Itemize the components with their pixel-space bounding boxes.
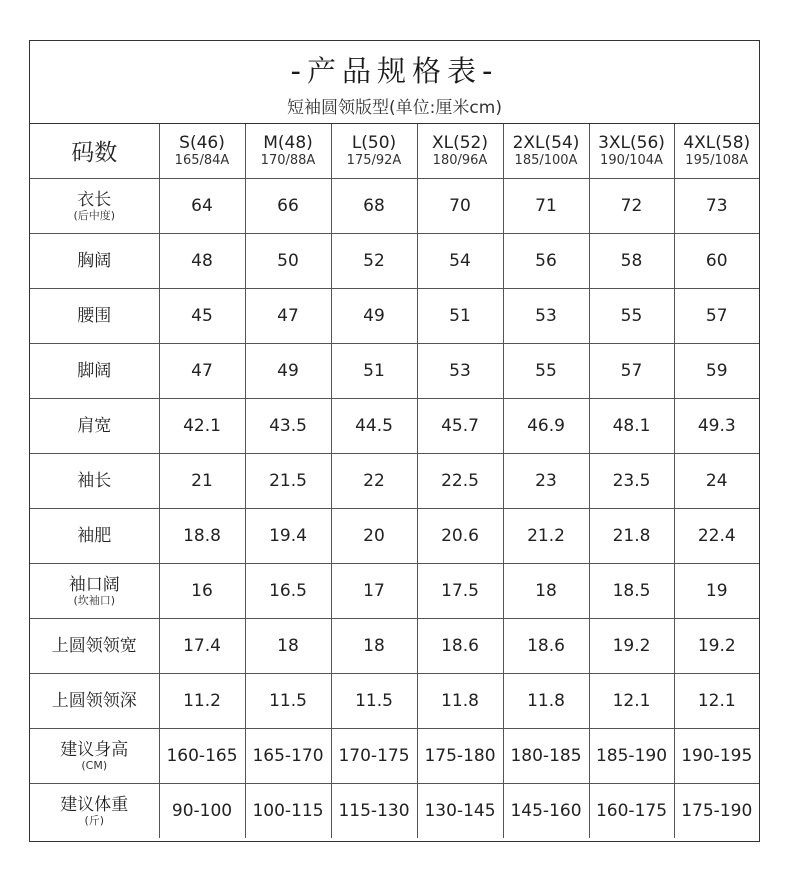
table-cell: 22.4 [674, 508, 759, 563]
row-label: 肩宽 [77, 415, 112, 436]
size-header [503, 124, 589, 178]
table-cell: 72 [589, 178, 674, 233]
table-cell: 64 [159, 178, 245, 233]
table-cell: 42.1 [159, 398, 245, 453]
table-cell: 18.6 [503, 618, 589, 673]
table-cell: 19 [674, 563, 759, 618]
table-cell: 12.1 [589, 673, 674, 728]
table-cell: 18.5 [589, 563, 674, 618]
size-name: 3XL(56) [598, 132, 665, 153]
size-name: L(50) [351, 132, 397, 153]
row-note: (坎袖口) [73, 593, 116, 607]
table-cell: 19.2 [589, 618, 674, 673]
table-cell: 160-175 [589, 783, 674, 838]
table-cell: 55 [503, 343, 589, 398]
size-body-spec: 180/96A [432, 152, 488, 168]
table-cell: 21.2 [503, 508, 589, 563]
table-cell: 48 [159, 233, 245, 288]
table-row [30, 673, 759, 728]
table-cell: 21.8 [589, 508, 674, 563]
table-cell: 23.5 [589, 453, 674, 508]
size-chart [29, 40, 760, 842]
row-header [30, 508, 159, 563]
row-header [30, 783, 159, 838]
row-header [30, 453, 159, 508]
table-row [30, 728, 759, 783]
row-header [30, 343, 159, 398]
row-label: 袖口阔 [68, 574, 120, 595]
size-body-spec: 195/108A [685, 152, 749, 168]
table-cell: 50 [245, 233, 331, 288]
table-cell: 49 [331, 288, 417, 343]
row-label: 建议体重 [60, 794, 129, 815]
size-header [674, 124, 759, 178]
table-cell: 68 [331, 178, 417, 233]
size-name: 4XL(58) [683, 132, 751, 153]
table-cell: 54 [417, 233, 503, 288]
size-body-spec: 170/88A [260, 152, 316, 168]
size-name: M(48) [263, 132, 313, 153]
table-cell: 115-130 [331, 783, 417, 838]
chart-title: -产品规格表- [290, 54, 499, 88]
table-cell: 60 [674, 233, 759, 288]
size-header [159, 124, 245, 178]
table-row [30, 618, 759, 673]
table-cell: 145-160 [503, 783, 589, 838]
row-header [30, 618, 159, 673]
size-name: S(46) [179, 132, 225, 153]
row-label: 腰围 [77, 305, 112, 326]
row-label: 衣长 [77, 189, 112, 210]
size-body-spec: 185/100A [514, 152, 578, 168]
table-cell: 48.1 [589, 398, 674, 453]
table-cell: 11.2 [159, 673, 245, 728]
table-cell: 49.3 [674, 398, 759, 453]
title-block [30, 41, 759, 124]
row-label: 胸阔 [77, 250, 112, 271]
chart-subtitle: 短袖圆领版型(单位:厘米cm) [287, 98, 502, 118]
table-cell: 18 [331, 618, 417, 673]
table-cell: 51 [331, 343, 417, 398]
table-cell: 90-100 [159, 783, 245, 838]
table-cell: 66 [245, 178, 331, 233]
table-cell: 44.5 [331, 398, 417, 453]
table-row [30, 563, 759, 618]
table-cell: 19.2 [674, 618, 759, 673]
row-header [30, 178, 159, 233]
table-row [30, 398, 759, 453]
table-cell: 43.5 [245, 398, 331, 453]
table-cell: 55 [589, 288, 674, 343]
table-cell: 19.4 [245, 508, 331, 563]
table-cell: 165-170 [245, 728, 331, 783]
table-cell: 180-185 [503, 728, 589, 783]
table-cell: 53 [503, 288, 589, 343]
table-cell: 22.5 [417, 453, 503, 508]
table-cell: 160-165 [159, 728, 245, 783]
table-cell: 18 [245, 618, 331, 673]
row-header [30, 728, 159, 783]
table-cell: 175-180 [417, 728, 503, 783]
table-row [30, 233, 759, 288]
table-cell: 16 [159, 563, 245, 618]
corner-label: 码数 [30, 124, 159, 178]
row-label: 上圆领领宽 [51, 635, 137, 656]
table-cell: 71 [503, 178, 589, 233]
table-cell: 11.8 [503, 673, 589, 728]
row-header [30, 673, 159, 728]
table-cell: 175-190 [674, 783, 759, 838]
row-header [30, 563, 159, 618]
table-cell: 11.5 [331, 673, 417, 728]
table-cell: 170-175 [331, 728, 417, 783]
table-cell: 73 [674, 178, 759, 233]
table-row [30, 288, 759, 343]
table-cell: 23 [503, 453, 589, 508]
table-cell: 130-145 [417, 783, 503, 838]
size-body-spec: 165/84A [174, 152, 230, 168]
table-cell: 45 [159, 288, 245, 343]
table-row [30, 783, 759, 838]
table-cell: 46.9 [503, 398, 589, 453]
row-label: 上圆领领深 [51, 690, 137, 711]
table-cell: 47 [159, 343, 245, 398]
row-note: (CM) [81, 758, 108, 772]
table-cell: 45.7 [417, 398, 503, 453]
row-label: 脚阔 [77, 360, 112, 381]
table-row [30, 178, 759, 233]
table-cell: 22 [331, 453, 417, 508]
table-cell: 56 [503, 233, 589, 288]
table-cell: 24 [674, 453, 759, 508]
size-header [417, 124, 503, 178]
size-table [30, 124, 759, 838]
table-cell: 59 [674, 343, 759, 398]
table-cell: 47 [245, 288, 331, 343]
table-cell: 185-190 [589, 728, 674, 783]
table-cell: 18.6 [417, 618, 503, 673]
table-cell: 20.6 [417, 508, 503, 563]
header-row [30, 124, 759, 178]
table-cell: 70 [417, 178, 503, 233]
row-header [30, 233, 159, 288]
row-header [30, 288, 159, 343]
table-cell: 21 [159, 453, 245, 508]
table-cell: 11.8 [417, 673, 503, 728]
row-header [30, 398, 159, 453]
table-cell: 20 [331, 508, 417, 563]
table-cell: 12.1 [674, 673, 759, 728]
table-cell: 190-195 [674, 728, 759, 783]
table-cell: 21.5 [245, 453, 331, 508]
size-header [331, 124, 417, 178]
table-row [30, 453, 759, 508]
table-cell: 18 [503, 563, 589, 618]
size-name: 2XL(54) [512, 132, 580, 153]
table-cell: 17.4 [159, 618, 245, 673]
table-cell: 53 [417, 343, 503, 398]
table-cell: 51 [417, 288, 503, 343]
table-cell: 16.5 [245, 563, 331, 618]
size-body-spec: 175/92A [346, 152, 402, 168]
table-cell: 58 [589, 233, 674, 288]
table-cell: 17.5 [417, 563, 503, 618]
table-cell: 100-115 [245, 783, 331, 838]
table-row [30, 508, 759, 563]
row-note: (斤) [84, 813, 105, 827]
row-note: (后中度) [73, 208, 116, 222]
table-cell: 57 [589, 343, 674, 398]
size-header [245, 124, 331, 178]
size-body-spec: 190/104A [600, 152, 663, 168]
row-label: 建议身高 [60, 739, 129, 760]
table-cell: 49 [245, 343, 331, 398]
table-cell: 11.5 [245, 673, 331, 728]
size-name: XL(52) [431, 132, 488, 153]
row-label: 袖长 [77, 470, 112, 491]
table-cell: 57 [674, 288, 759, 343]
size-header [589, 124, 674, 178]
table-cell: 18.8 [159, 508, 245, 563]
table-cell: 52 [331, 233, 417, 288]
table-row [30, 343, 759, 398]
table-cell: 17 [331, 563, 417, 618]
row-label: 袖肥 [77, 525, 112, 546]
